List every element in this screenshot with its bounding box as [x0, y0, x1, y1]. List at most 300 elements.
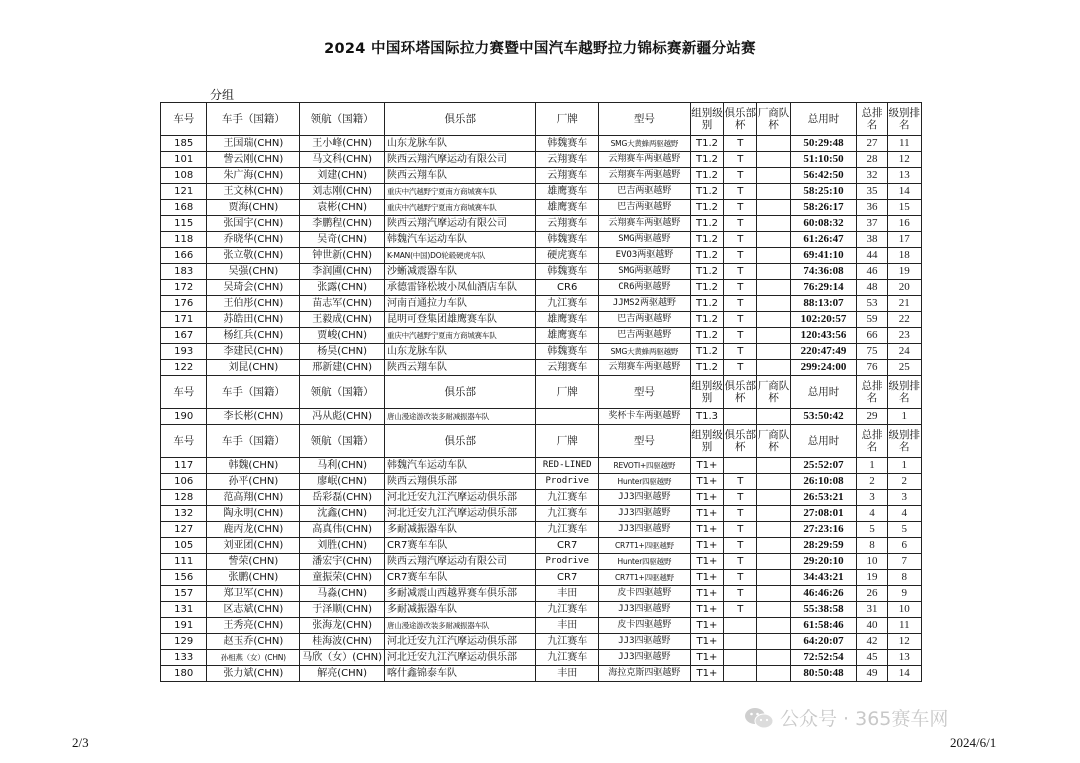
cell-brand: 云翔赛车	[536, 216, 599, 232]
cell-driver: 王国瑞(CHN)	[207, 136, 300, 152]
table-row	[161, 168, 922, 184]
cell-car-no: 176	[161, 296, 207, 312]
cell-driver: 朱广海(CHN)	[207, 168, 300, 184]
cell-model: JJ3四驱越野	[598, 634, 690, 650]
column-header-overall-rank: 总排名	[857, 425, 887, 458]
cell-model: 皮卡四驱越野	[598, 618, 690, 634]
cell-overall-rank: 49	[857, 666, 887, 682]
cell-class-rank: 15	[887, 200, 921, 216]
cell-club-cup: T	[724, 506, 757, 522]
cell-model: CR6两驱越野	[598, 280, 690, 296]
cell-model: 云翔赛车两驱越野	[598, 168, 690, 184]
cell-overall-rank: 37	[857, 216, 887, 232]
column-header-class: 组别级别	[690, 425, 723, 458]
cell-driver: 郑卫军(CHN)	[207, 586, 300, 602]
cell-model: 巴吉两驱越野	[598, 312, 690, 328]
table-row	[161, 136, 922, 152]
cell-club: 唐山漫途游改装多耐减振器车队	[385, 618, 536, 634]
cell-class-rank: 14	[887, 184, 921, 200]
cell-car-no: 166	[161, 248, 207, 264]
cell-club-cup: T	[724, 152, 757, 168]
cell-driver: 张立敬(CHN)	[207, 248, 300, 264]
cell-model: JJ3四驱越野	[598, 650, 690, 666]
cell-class-rank: 11	[887, 618, 921, 634]
cell-driver: 张力斌(CHN)	[207, 666, 300, 682]
table-row	[161, 184, 922, 200]
cell-club: 河北迁安九江汽摩运动俱乐部	[385, 634, 536, 650]
cell-codriver: 刘志刚(CHN)	[300, 184, 385, 200]
cell-brand: 雄鹰赛车	[536, 184, 599, 200]
cell-overall-rank: 4	[857, 506, 887, 522]
table-row	[161, 554, 922, 570]
table-row	[161, 634, 922, 650]
cell-overall-rank: 27	[857, 136, 887, 152]
cell-class: T1.2	[690, 184, 723, 200]
cell-total-time: 46:46:26	[790, 586, 857, 602]
table-header-row	[161, 103, 922, 136]
cell-class-rank: 1	[887, 409, 921, 425]
cell-class: T1.2	[690, 280, 723, 296]
cell-class-rank: 3	[887, 490, 921, 506]
cell-brand: 韩魏赛车	[536, 136, 599, 152]
cell-codriver: 沈鑫(CHN)	[300, 506, 385, 522]
table-row	[161, 409, 922, 425]
cell-car-no: 183	[161, 264, 207, 280]
cell-car-no: 128	[161, 490, 207, 506]
table-header-row	[161, 376, 922, 409]
cell-club-cup	[724, 650, 757, 666]
cell-club-cup: T	[724, 570, 757, 586]
cell-car-no: 133	[161, 650, 207, 666]
cell-model: 云翔赛车两驱越野	[598, 216, 690, 232]
column-header-club-cup: 俱乐部杯	[724, 425, 757, 458]
page-number: 2/3	[72, 735, 89, 750]
cell-club-cup: T	[724, 328, 757, 344]
cell-model: 云翔赛车两驱越野	[598, 360, 690, 376]
table-row	[161, 248, 922, 264]
cell-total-time: 74:36:08	[790, 264, 857, 280]
cell-maker-cup	[757, 409, 790, 425]
cell-club: 山东龙脉车队	[385, 344, 536, 360]
table-row	[161, 344, 922, 360]
cell-driver: 苏皓田(CHN)	[207, 312, 300, 328]
cell-overall-rank: 3	[857, 490, 887, 506]
cell-total-time: 80:50:48	[790, 666, 857, 682]
cell-overall-rank: 66	[857, 328, 887, 344]
cell-club-cup	[724, 666, 757, 682]
cell-codriver: 刘胜(CHN)	[300, 538, 385, 554]
table-row	[161, 200, 922, 216]
cell-total-time: 76:29:14	[790, 280, 857, 296]
column-header-maker-cup: 厂商队杯	[757, 103, 790, 136]
cell-codriver: 于泽顺(CHN)	[300, 602, 385, 618]
cell-class: T1+	[690, 538, 723, 554]
column-header-driver: 车手（国籍）	[207, 376, 300, 409]
cell-driver: 张鹏(CHN)	[207, 570, 300, 586]
cell-car-no: 131	[161, 602, 207, 618]
cell-model: 皮卡四驱越野	[598, 586, 690, 602]
cell-class-rank: 13	[887, 168, 921, 184]
cell-club: 唐山漫途游改装多耐减振器车队	[385, 409, 536, 425]
cell-driver: 訾云刚(CHN)	[207, 152, 300, 168]
cell-total-time: 299:24:00	[790, 360, 857, 376]
cell-car-no: 111	[161, 554, 207, 570]
cell-maker-cup	[757, 152, 790, 168]
cell-codriver: 邢新建(CHN)	[300, 360, 385, 376]
cell-class: T1+	[690, 650, 723, 666]
column-header-club-cup: 俱乐部杯	[724, 103, 757, 136]
cell-codriver: 冯从彪(CHN)	[300, 409, 385, 425]
cell-codriver: 张海龙(CHN)	[300, 618, 385, 634]
cell-maker-cup	[757, 522, 790, 538]
cell-overall-rank: 48	[857, 280, 887, 296]
table-row	[161, 570, 922, 586]
cell-car-no: 156	[161, 570, 207, 586]
cell-overall-rank: 53	[857, 296, 887, 312]
cell-car-no: 106	[161, 474, 207, 490]
column-header-class: 组别级别	[690, 376, 723, 409]
table-row	[161, 216, 922, 232]
cell-brand: 雄鹰赛车	[536, 312, 599, 328]
cell-model: 巴吉两驱越野	[598, 328, 690, 344]
cell-total-time: 102:20:57	[790, 312, 857, 328]
table-row	[161, 602, 922, 618]
cell-model: 海拉克斯四驱越野	[598, 666, 690, 682]
cell-class: T1+	[690, 506, 723, 522]
table-row	[161, 490, 922, 506]
cell-class: T1+	[690, 602, 723, 618]
cell-class-rank: 16	[887, 216, 921, 232]
cell-brand: 雄鹰赛车	[536, 200, 599, 216]
cell-club: 河北迁安九江汽摩运动俱乐部	[385, 506, 536, 522]
cell-class: T1+	[690, 522, 723, 538]
cell-class: T1+	[690, 490, 723, 506]
cell-class-rank: 17	[887, 232, 921, 248]
cell-club: CR7赛车车队	[385, 570, 536, 586]
cell-codriver: 马淼(CHN)	[300, 586, 385, 602]
cell-total-time: 58:26:17	[790, 200, 857, 216]
column-header-total-time: 总用时	[790, 376, 857, 409]
cell-car-no: 132	[161, 506, 207, 522]
table-row	[161, 586, 922, 602]
cell-maker-cup	[757, 168, 790, 184]
cell-class: T1.2	[690, 136, 723, 152]
column-header-brand: 厂牌	[536, 425, 599, 458]
cell-club: 陕西云翔汽摩运动有限公司	[385, 216, 536, 232]
table-row	[161, 328, 922, 344]
cell-codriver: 王小峰(CHN)	[300, 136, 385, 152]
cell-class-rank: 21	[887, 296, 921, 312]
cell-class: T1.2	[690, 168, 723, 184]
page-title: 2024 中国环塔国际拉力赛暨中国汽车越野拉力锦标赛新疆分站赛	[324, 41, 756, 57]
cell-total-time: 26:10:08	[790, 474, 857, 490]
cell-club: 韩魏汽车运动车队	[385, 232, 536, 248]
cell-model: SMG大黄蜂两驱越野	[598, 344, 690, 360]
cell-class: T1+	[690, 554, 723, 570]
cell-car-no: 193	[161, 344, 207, 360]
cell-club: CR7赛车车队	[385, 538, 536, 554]
cell-overall-rank: 35	[857, 184, 887, 200]
cell-club-cup: T	[724, 538, 757, 554]
cell-maker-cup	[757, 506, 790, 522]
table-row	[161, 538, 922, 554]
cell-class: T1+	[690, 458, 723, 474]
cell-club-cup: T	[724, 474, 757, 490]
cell-overall-rank: 59	[857, 312, 887, 328]
cell-maker-cup	[757, 200, 790, 216]
cell-total-time: 61:58:46	[790, 618, 857, 634]
cell-model: 奖杯卡车两驱越野	[598, 409, 690, 425]
cell-driver: 王文林(CHN)	[207, 184, 300, 200]
cell-total-time: 27:23:16	[790, 522, 857, 538]
cell-overall-rank: 8	[857, 538, 887, 554]
cell-maker-cup	[757, 216, 790, 232]
cell-club: 昆明可登集团雄鹰赛车队	[385, 312, 536, 328]
cell-club: 重庆中汽越野宁夏南方商城赛车队	[385, 200, 536, 216]
cell-overall-rank: 1	[857, 458, 887, 474]
cell-total-time: 53:50:42	[790, 409, 857, 425]
cell-overall-rank: 26	[857, 586, 887, 602]
cell-car-no: 190	[161, 409, 207, 425]
cell-class-rank: 6	[887, 538, 921, 554]
column-header-driver: 车手（国籍）	[207, 425, 300, 458]
cell-overall-rank: 42	[857, 634, 887, 650]
cell-club-cup: T	[724, 360, 757, 376]
cell-codriver: 苗志军(CHN)	[300, 296, 385, 312]
document-date: 2024/6/1	[950, 735, 997, 750]
cell-driver: 刘昆(CHN)	[207, 360, 300, 376]
cell-model: JJ3四驱越野	[598, 506, 690, 522]
cell-class: T1+	[690, 618, 723, 634]
cell-club-cup: T	[724, 312, 757, 328]
column-header-brand: 厂牌	[536, 103, 599, 136]
cell-driver: 赵玉乔(CHN)	[207, 634, 300, 650]
cell-brand: 九江赛车	[536, 602, 599, 618]
cell-club: 陕西云翔车队	[385, 360, 536, 376]
cell-total-time: 25:52:07	[790, 458, 857, 474]
cell-total-time: 69:41:10	[790, 248, 857, 264]
cell-model: 巴吉两驱越野	[598, 200, 690, 216]
cell-club-cup: T	[724, 248, 757, 264]
table-row	[161, 152, 922, 168]
cell-model: Hunter四驱越野	[598, 474, 690, 490]
cell-model: REVOTI+四驱越野	[598, 458, 690, 474]
cell-model: 巴吉两驱越野	[598, 184, 690, 200]
cell-brand: 九江赛车	[536, 650, 599, 666]
cell-maker-cup	[757, 650, 790, 666]
cell-model: JJ3四驱越野	[598, 522, 690, 538]
cell-codriver: 廖岷(CHN)	[300, 474, 385, 490]
cell-class-rank: 19	[887, 264, 921, 280]
cell-club-cup: T	[724, 602, 757, 618]
cell-codriver: 王毅成(CHN)	[300, 312, 385, 328]
cell-brand: CR6	[536, 280, 599, 296]
cell-codriver: 解亮(CHN)	[300, 666, 385, 682]
cell-class: T1.2	[690, 200, 723, 216]
cell-driver: 鹿丙龙(CHN)	[207, 522, 300, 538]
cell-total-time: 51:10:50	[790, 152, 857, 168]
table-row	[161, 296, 922, 312]
column-header-class-rank: 级别排名	[887, 376, 921, 409]
cell-maker-cup	[757, 344, 790, 360]
cell-brand: 云翔赛车	[536, 168, 599, 184]
cell-brand: 云翔赛车	[536, 152, 599, 168]
column-header-total-time: 总用时	[790, 103, 857, 136]
cell-club-cup: T	[724, 168, 757, 184]
cell-maker-cup	[757, 328, 790, 344]
cell-brand: 九江赛车	[536, 522, 599, 538]
cell-class-rank: 24	[887, 344, 921, 360]
cell-club: 陕西云翔车队	[385, 168, 536, 184]
cell-maker-cup	[757, 666, 790, 682]
column-header-codriver: 领航（国籍）	[300, 376, 385, 409]
table-row	[161, 522, 922, 538]
cell-maker-cup	[757, 538, 790, 554]
cell-class: T1.2	[690, 264, 723, 280]
cell-class-rank: 12	[887, 634, 921, 650]
cell-car-no: 108	[161, 168, 207, 184]
cell-class: T1.2	[690, 152, 723, 168]
cell-codriver: 潘宏宇(CHN)	[300, 554, 385, 570]
cell-maker-cup	[757, 248, 790, 264]
cell-class: T1.2	[690, 360, 723, 376]
cell-model: SMG两驱越野	[598, 264, 690, 280]
column-header-club: 俱乐部	[385, 376, 536, 409]
cell-driver: 杨红兵(CHN)	[207, 328, 300, 344]
cell-overall-rank: 38	[857, 232, 887, 248]
cell-total-time: 34:43:21	[790, 570, 857, 586]
cell-total-time: 50:29:48	[790, 136, 857, 152]
cell-codriver: 李鹏程(CHN)	[300, 216, 385, 232]
cell-brand: 丰田	[536, 666, 599, 682]
cell-club: 承德雷锋松坡小凤仙酒店车队	[385, 280, 536, 296]
cell-car-no: 117	[161, 458, 207, 474]
cell-driver: 孙相燕（女）(CHN)	[207, 650, 300, 666]
cell-maker-cup	[757, 586, 790, 602]
cell-club-cup: T	[724, 490, 757, 506]
cell-club-cup: T	[724, 264, 757, 280]
column-header-club: 俱乐部	[385, 103, 536, 136]
cell-class: T1+	[690, 586, 723, 602]
cell-class: T1.2	[690, 296, 723, 312]
cell-model: SMG大黄蜂两驱越野	[598, 136, 690, 152]
cell-maker-cup	[757, 184, 790, 200]
table-row	[161, 650, 922, 666]
cell-club: 河南百通拉力车队	[385, 296, 536, 312]
cell-model: JJ3四驱越野	[598, 490, 690, 506]
cell-club-cup: T	[724, 136, 757, 152]
cell-club-cup	[724, 409, 757, 425]
cell-overall-rank: 44	[857, 248, 887, 264]
cell-driver: 区志斌(CHN)	[207, 602, 300, 618]
cell-brand: 丰田	[536, 586, 599, 602]
cell-overall-rank: 46	[857, 264, 887, 280]
section-subtitle: 分组	[210, 88, 235, 102]
cell-driver: 范高翔(CHN)	[207, 490, 300, 506]
cell-total-time: 64:20:07	[790, 634, 857, 650]
column-header-club: 俱乐部	[385, 425, 536, 458]
cell-club: 陕西云翔汽摩运动有限公司	[385, 554, 536, 570]
cell-codriver: 张露(CHN)	[300, 280, 385, 296]
cell-brand: 韩魏赛车	[536, 344, 599, 360]
cell-maker-cup	[757, 136, 790, 152]
cell-model: CR7T1+四驱越野	[598, 538, 690, 554]
cell-codriver: 马文科(CHN)	[300, 152, 385, 168]
cell-driver: 陶永明(CHN)	[207, 506, 300, 522]
cell-class: T1.2	[690, 312, 723, 328]
column-header-overall-rank: 总排名	[857, 376, 887, 409]
cell-brand: CR7	[536, 570, 599, 586]
cell-car-no: 115	[161, 216, 207, 232]
column-header-model: 型号	[598, 425, 690, 458]
column-header-club-cup: 俱乐部杯	[724, 376, 757, 409]
cell-brand: 韩魏赛车	[536, 264, 599, 280]
cell-brand: 云翔赛车	[536, 360, 599, 376]
cell-total-time: 88:13:07	[790, 296, 857, 312]
cell-total-time: 61:26:47	[790, 232, 857, 248]
cell-codriver: 李润圃(CHN)	[300, 264, 385, 280]
cell-car-no: 167	[161, 328, 207, 344]
cell-codriver: 高真伟(CHN)	[300, 522, 385, 538]
cell-codriver: 刘建(CHN)	[300, 168, 385, 184]
cell-brand: 九江赛车	[536, 490, 599, 506]
cell-class: T1+	[690, 474, 723, 490]
wechat-icon	[744, 706, 774, 730]
cell-driver: 贾海(CHN)	[207, 200, 300, 216]
cell-maker-cup	[757, 280, 790, 296]
cell-overall-rank: 36	[857, 200, 887, 216]
cell-codriver: 马利(CHN)	[300, 458, 385, 474]
cell-class: T1.2	[690, 344, 723, 360]
table-row	[161, 506, 922, 522]
cell-club-cup: T	[724, 216, 757, 232]
cell-total-time: 58:25:10	[790, 184, 857, 200]
cell-driver: 韩魏(CHN)	[207, 458, 300, 474]
cell-model: SMG两驱越野	[598, 232, 690, 248]
cell-club: 重庆中汽越野宁夏南方商城赛车队	[385, 184, 536, 200]
cell-club: 沙蜥减震器车队	[385, 264, 536, 280]
column-header-overall-rank: 总排名	[857, 103, 887, 136]
cell-total-time: 29:20:10	[790, 554, 857, 570]
cell-codriver: 岳彩磊(CHN)	[300, 490, 385, 506]
cell-club: 喀什鑫锦泰车队	[385, 666, 536, 682]
cell-maker-cup	[757, 634, 790, 650]
column-header-car-no: 车号	[161, 425, 207, 458]
watermark-text: 公众号 · 365赛车网	[780, 708, 949, 730]
cell-total-time: 28:29:59	[790, 538, 857, 554]
cell-driver: 乔晓华(CHN)	[207, 232, 300, 248]
cell-club: 河北迁安九江汽摩运动俱乐部	[385, 490, 536, 506]
cell-club: 陕西云翔汽摩运动有限公司	[385, 152, 536, 168]
cell-brand: 九江赛车	[536, 506, 599, 522]
cell-overall-rank: 19	[857, 570, 887, 586]
cell-overall-rank: 28	[857, 152, 887, 168]
cell-brand: 硬虎赛车	[536, 248, 599, 264]
cell-driver: 吴强(CHN)	[207, 264, 300, 280]
cell-car-no: 105	[161, 538, 207, 554]
cell-total-time: 220:47:49	[790, 344, 857, 360]
cell-maker-cup	[757, 312, 790, 328]
cell-club: 山东龙脉车队	[385, 136, 536, 152]
cell-driver: 王伯彤(CHN)	[207, 296, 300, 312]
cell-club-cup: T	[724, 280, 757, 296]
results-table	[160, 102, 922, 682]
cell-car-no: 127	[161, 522, 207, 538]
cell-club: K-MAN(中国)DO轮毂硬虎车队	[385, 248, 536, 264]
cell-club: 重庆中汽越野宁夏南方商城赛车队	[385, 328, 536, 344]
cell-maker-cup	[757, 232, 790, 248]
cell-class-rank: 9	[887, 586, 921, 602]
